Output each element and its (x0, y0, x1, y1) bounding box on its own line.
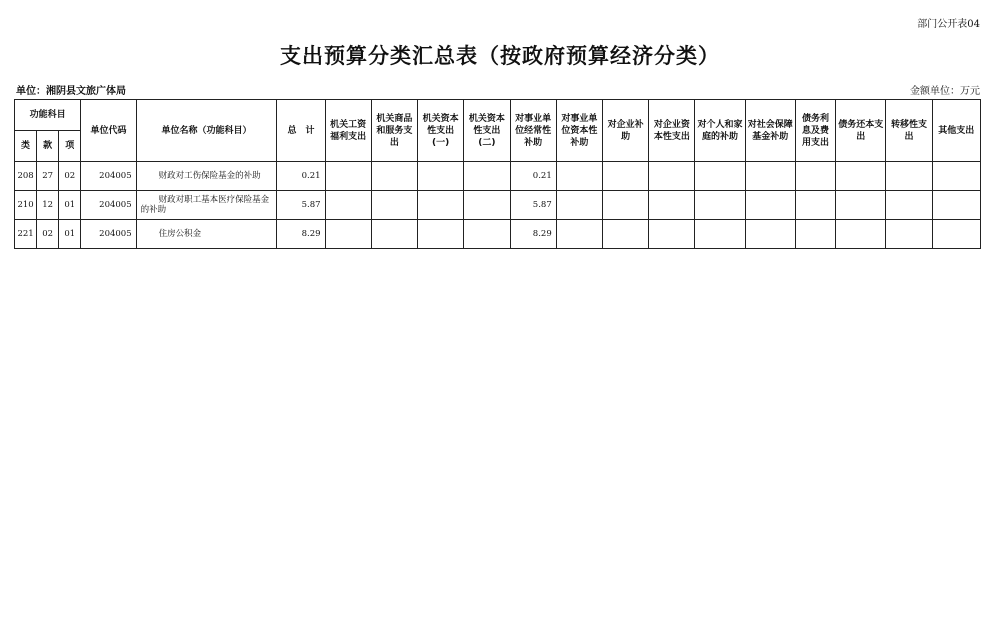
cell-c8 (649, 191, 695, 220)
cell-dept-name: 财政对职工基本医疗保险基金的补助 (136, 191, 277, 220)
cell-xiang: 02 (59, 162, 81, 191)
cell-c12 (836, 191, 886, 220)
cell-lei: 208 (15, 162, 37, 191)
cell-total: 5.87 (277, 191, 325, 220)
cell-c10 (745, 220, 795, 249)
cell-c4 (464, 220, 510, 249)
table-code: 部门公开表04 (917, 19, 980, 30)
cell-c14 (932, 220, 980, 249)
cell-c10 (745, 191, 795, 220)
header-c12: 债务还本支出 (836, 100, 886, 162)
header-c10: 对社会保障基金补助 (745, 100, 795, 162)
cell-c3 (418, 191, 464, 220)
cell-dept-name: 住房公积金 (136, 220, 277, 249)
cell-c13 (886, 220, 932, 249)
header-c9: 对个人和家庭的补助 (695, 100, 745, 162)
cell-c1 (325, 191, 371, 220)
cell-c2 (371, 220, 417, 249)
cell-c11 (795, 220, 835, 249)
cell-kuan: 02 (37, 220, 59, 249)
header-functional-subject: 功能科目 (15, 100, 81, 131)
cell-kuan: 27 (37, 162, 59, 191)
header-total: 总 计 (277, 100, 325, 162)
cell-c12 (836, 220, 886, 249)
page-title: 支出预算分类汇总表（按政府预算经济分类） (280, 43, 720, 68)
header-kuan: 款 (37, 131, 59, 162)
header-c5: 对事业单位经常性补助 (510, 100, 556, 162)
cell-c1 (325, 220, 371, 249)
cell-c9 (695, 162, 745, 191)
cell-c7 (602, 220, 648, 249)
cell-c6 (556, 162, 602, 191)
cell-c11 (795, 162, 835, 191)
header-c11: 债务利息及费用支出 (795, 100, 835, 162)
table-row (15, 220, 981, 249)
unit-label: 单位：湘阴县文旅广体局 (16, 86, 126, 97)
cell-c14 (932, 191, 980, 220)
cell-c8 (649, 220, 695, 249)
header-c3: 机关资本性支出(一) (418, 100, 464, 162)
cell-dept-code: 204005 (81, 220, 136, 249)
cell-total: 0.21 (277, 162, 325, 191)
header-dept-code: 单位代码 (81, 100, 136, 162)
cell-lei: 221 (15, 220, 37, 249)
cell-c13 (886, 191, 932, 220)
cell-c14 (932, 162, 980, 191)
cell-c9 (695, 220, 745, 249)
cell-c5: 5.87 (510, 191, 556, 220)
cell-c12 (836, 162, 886, 191)
cell-total: 8.29 (277, 220, 325, 249)
cell-c8 (649, 162, 695, 191)
amount-unit-label: 金额单位：万元 (910, 86, 980, 97)
cell-c5: 0.21 (510, 162, 556, 191)
cell-c13 (886, 162, 932, 191)
budget-table (14, 99, 981, 249)
header-lei: 类 (15, 131, 37, 162)
cell-c11 (795, 191, 835, 220)
header-c1: 机关工资福利支出 (325, 100, 371, 162)
header-c14: 其他支出 (932, 100, 980, 162)
header-c7: 对企业补助 (602, 100, 648, 162)
cell-c1 (325, 162, 371, 191)
header-xiang: 项 (59, 131, 81, 162)
cell-c7 (602, 191, 648, 220)
cell-kuan: 12 (37, 191, 59, 220)
header-c13: 转移性支出 (886, 100, 932, 162)
cell-c6 (556, 191, 602, 220)
header-c2: 机关商品和服务支出 (371, 100, 417, 162)
cell-c2 (371, 191, 417, 220)
cell-dept-name: 财政对工伤保险基金的补助 (136, 162, 277, 191)
cell-lei: 210 (15, 191, 37, 220)
cell-xiang: 01 (59, 220, 81, 249)
cell-c4 (464, 191, 510, 220)
cell-c2 (371, 162, 417, 191)
cell-dept-code: 204005 (81, 162, 136, 191)
header-c6: 对事业单位资本性补助 (556, 100, 602, 162)
table-row (15, 191, 981, 220)
cell-c6 (556, 220, 602, 249)
cell-c3 (418, 220, 464, 249)
cell-dept-code: 204005 (81, 191, 136, 220)
header-dept-name: 单位名称（功能科目） (136, 100, 277, 162)
table-row (15, 162, 981, 191)
header-c4: 机关资本性支出(二) (464, 100, 510, 162)
cell-c9 (695, 191, 745, 220)
cell-c10 (745, 162, 795, 191)
cell-c3 (418, 162, 464, 191)
cell-c7 (602, 162, 648, 191)
cell-c5: 8.29 (510, 220, 556, 249)
cell-c4 (464, 162, 510, 191)
header-c8: 对企业资本性支出 (649, 100, 695, 162)
cell-xiang: 01 (59, 191, 81, 220)
